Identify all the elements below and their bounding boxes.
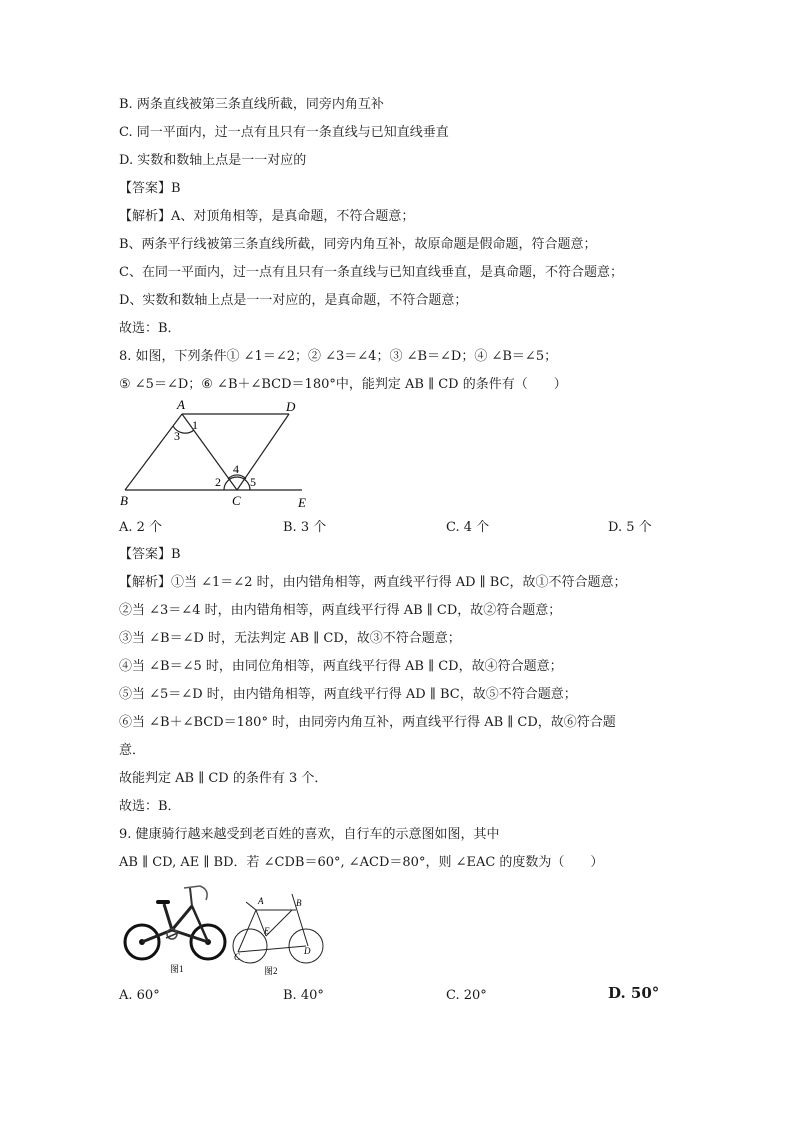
analysis-line: ③当 ∠B＝∠D 时，无法判定 AB ∥ CD，故③不符合题意； [119, 631, 461, 646]
label-point: B [296, 898, 302, 908]
q8-geometry-figure [115, 396, 315, 512]
line-ac [238, 910, 256, 952]
label-point: E [264, 926, 270, 936]
analysis-line: ⑥当 ∠B＋∠BCD＝180° 时，由同旁内角互补，两直线平行得 AB ∥ CD，故⑥符合题 [119, 715, 616, 730]
option-c-text: C. 同一平面内，过一点有且只有一条直线与已知直线垂直 [119, 125, 449, 140]
choose-line: 故选：B． [119, 321, 181, 336]
bicycle-figure-2 [226, 884, 332, 976]
label-angle: 3 [174, 429, 180, 443]
label-angle: 1 [192, 418, 198, 432]
analysis-line: ④当 ∠B＝∠5 时，由同位角相等，两直线平行得 AB ∥ CD，故④符合题意； [119, 659, 563, 674]
label-point: E [298, 495, 306, 510]
analysis-line: 意． [119, 743, 146, 758]
analysis-line: 【解析】①当 ∠1＝∠2 时，由内错角相等，两直线平行得 AD ∥ BC，故①不符合题意； [119, 575, 627, 590]
angle-arc-c-bottom [224, 477, 250, 490]
analysis-line: 【解析】A、对顶角相等，是真命题，不符合题意； [119, 209, 415, 224]
label-point: A [258, 896, 264, 906]
analysis-line: D、实数和数轴上点是一一对应的，是真命题，不符合题意； [119, 293, 468, 308]
line-eb [266, 910, 292, 936]
line-ab [125, 414, 182, 490]
label-angle: 5 [250, 475, 256, 489]
answer-label: 【答案】B [119, 547, 181, 562]
q8-option-b: B. 3 个 [283, 520, 327, 535]
line-cd [238, 946, 306, 952]
label-point: D [304, 946, 311, 956]
q9-option-a: A. 60° [119, 988, 160, 1003]
option-b-text: B. 两条直线被第三条直线所截，同旁内角互补 [119, 97, 384, 112]
label-point: B [120, 493, 128, 508]
label-angle: 4 [233, 462, 239, 476]
choose-line: 故选：B． [119, 799, 181, 814]
analysis-line: C、在同一平面内，过一点有且只有一条直线与已知直线垂直，是真命题，不符合题意； [119, 265, 623, 280]
analysis-line: ⑤当 ∠5＝∠D 时，由内错角相等，两直线平行得 AD ∥ BC，故⑤不符合题意； [119, 687, 577, 702]
conclusion-line: 故能判定 AB ∥ CD 的条件有 3 个． [119, 771, 328, 786]
analysis-line: B、两条平行线被第三条直线所截，同旁内角互补，故原命题是假命题，符合题意； [119, 237, 597, 252]
figure-1-caption: 图1 [170, 964, 184, 974]
option-d-text: D. 实数和数轴上点是一一对应的 [119, 153, 307, 168]
label-point: A [177, 397, 185, 412]
question-8-text: 8. 如图，下列条件① ∠1＝∠2；② ∠3＝∠4；③ ∠B＝∠D；④ ∠B＝∠5； [119, 349, 558, 364]
answer-label: 【答案】B [119, 181, 181, 196]
bicycle-figure-1 [120, 880, 232, 976]
question-9-text: AB ∥ CD, AE ∥ BD．若 ∠CDB＝60°, ∠ACD＝80°，则 ∠EAC 的度数为（ ） [119, 855, 604, 870]
q9-option-c: C. 20° [446, 988, 487, 1003]
label-point: C [232, 493, 241, 508]
analysis-line: ②当 ∠3＝∠4 时，由内错角相等，两直线平行得 AB ∥ CD，故②符合题意； [119, 603, 562, 618]
question-9-text: 9. 健康骑行越来越受到老百姓的喜欢，自行车的示意图如图，其中 [119, 827, 500, 842]
question-8-text: ⑤ ∠5＝∠D；⑥ ∠B＋∠BCD＝180°中，能判定 AB ∥ CD 的条件有（ ） [119, 377, 567, 392]
label-point: C [234, 952, 241, 962]
q8-option-d: D. 5 个 [608, 520, 652, 535]
figure-2-caption: 图2 [264, 966, 278, 976]
q8-option-c: C. 4 个 [446, 520, 490, 535]
label-point: D [286, 399, 296, 414]
q9-option-d: D. 50° [608, 984, 660, 1002]
bicycle-icon [125, 886, 225, 959]
q9-option-b: B. 40° [283, 988, 324, 1003]
label-angle: 2 [215, 475, 221, 489]
q8-option-a: A. 2 个 [119, 520, 163, 535]
